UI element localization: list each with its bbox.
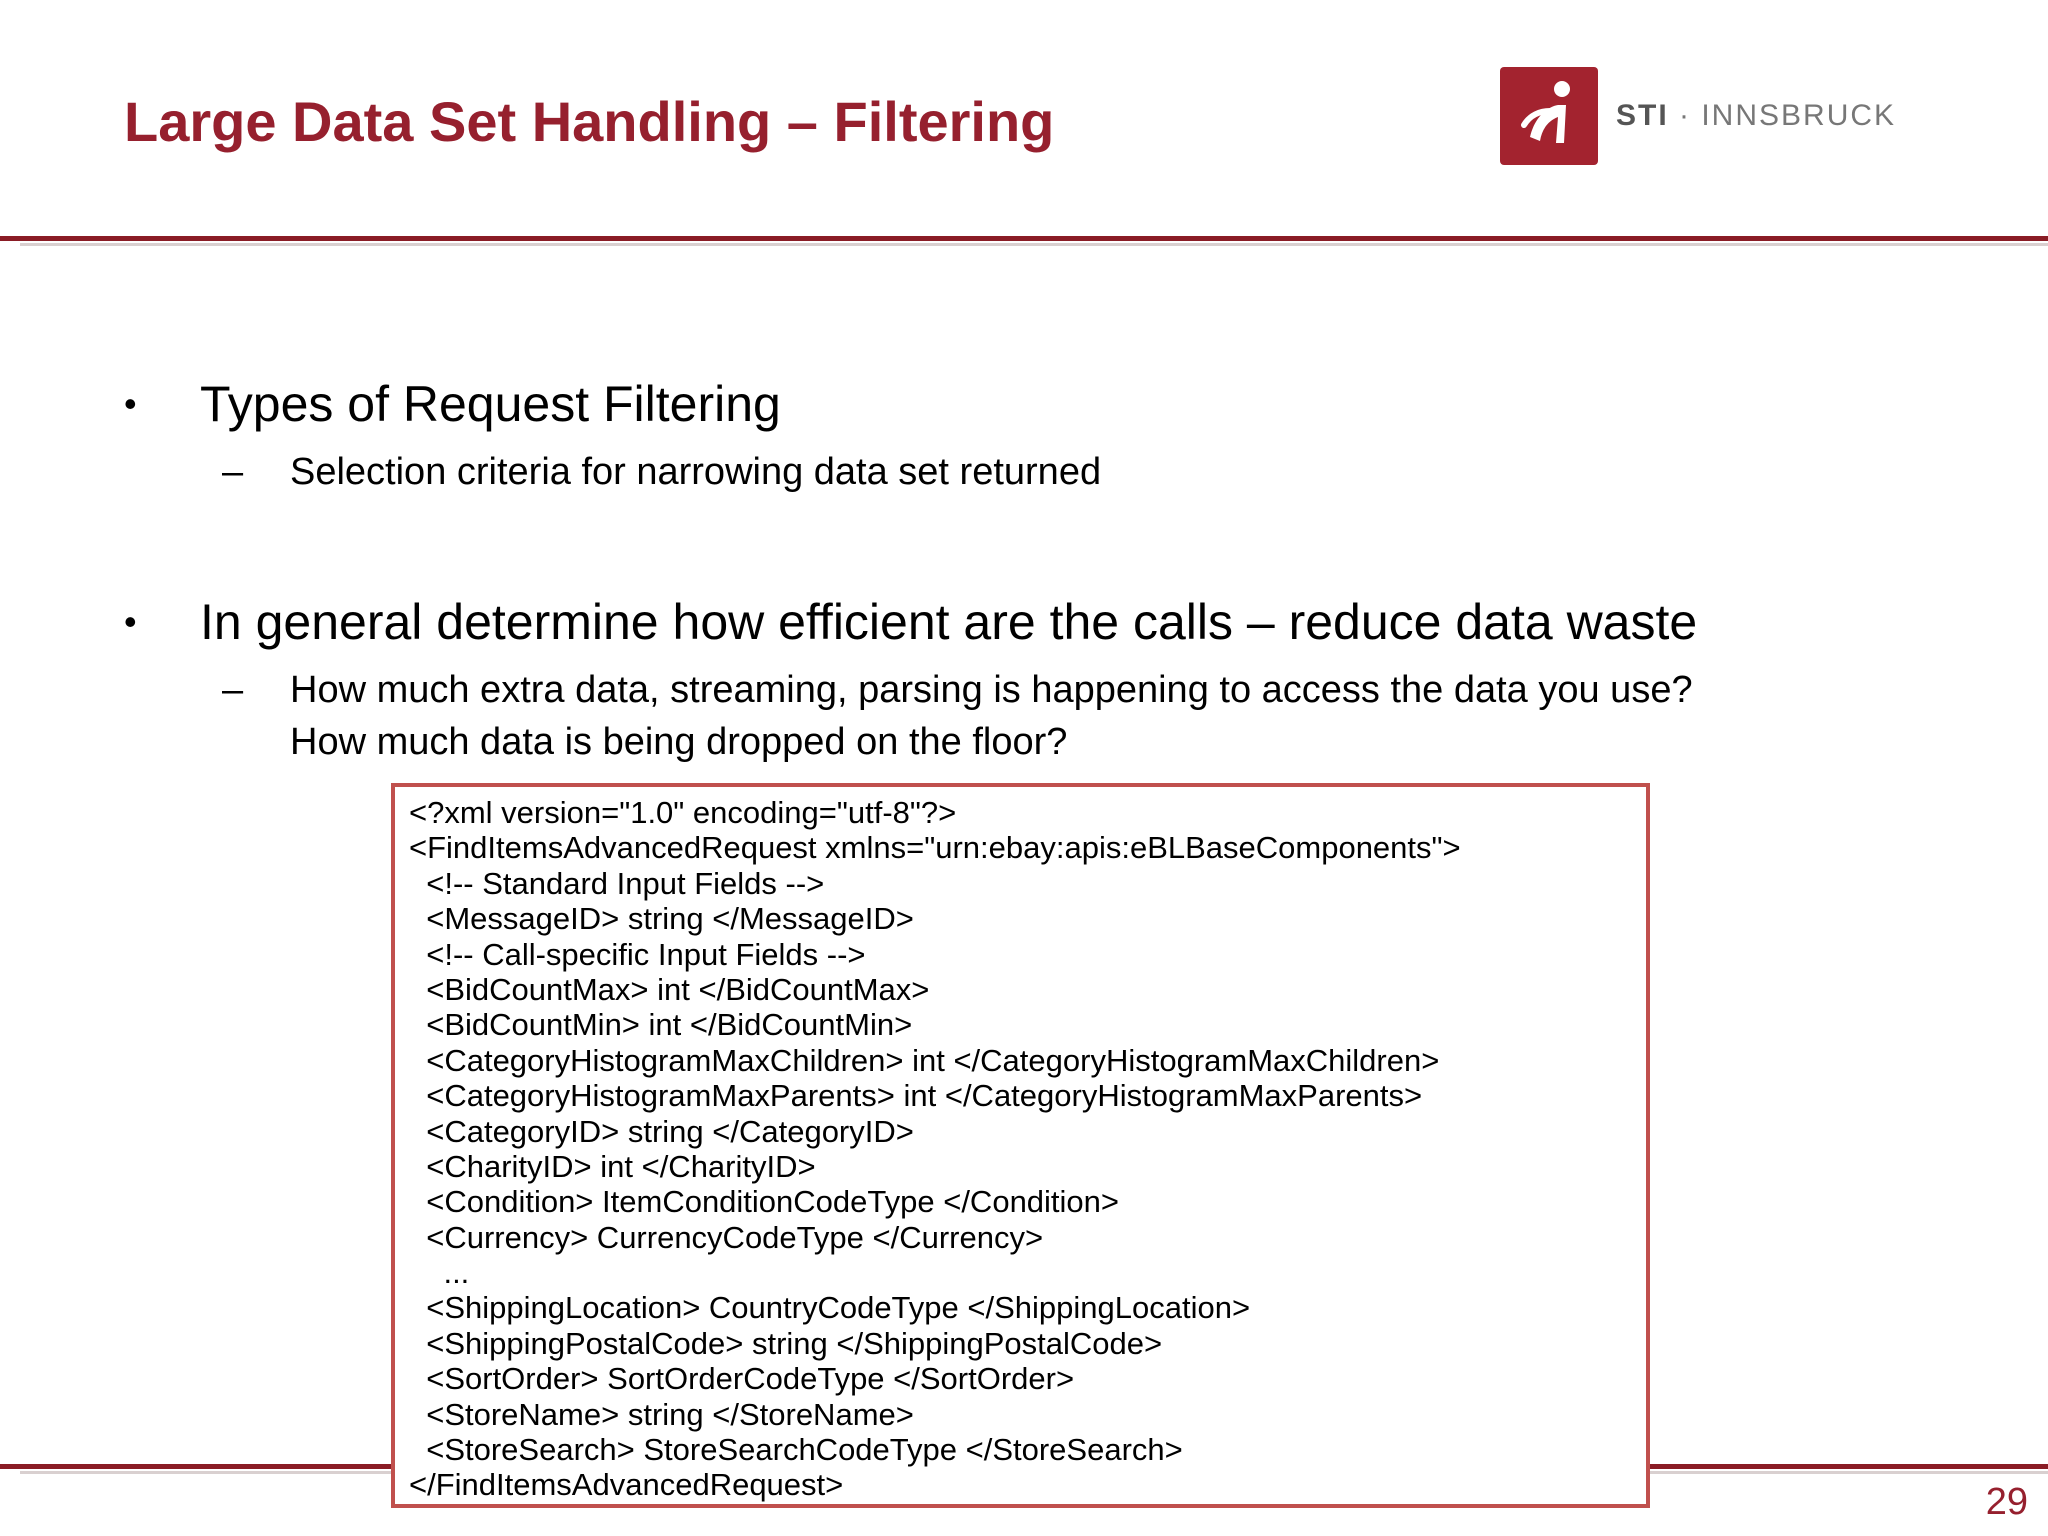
- sub-bullet-item-2: [222, 664, 1693, 768]
- sub-bullet-line: How much extra data, streaming, parsing is happening to access the data you use?: [290, 669, 1693, 711]
- bullet-marker: •: [124, 383, 137, 424]
- code-line: ...: [409, 1255, 470, 1291]
- code-line: <ShippingPostalCode> string </ShippingPostalCode>: [409, 1325, 1163, 1361]
- bullet-item-2: [124, 590, 1697, 654]
- code-line: <!-- Call-specific Input Fields -->: [409, 936, 866, 972]
- bullet-text: Types of Request Filtering: [200, 376, 781, 432]
- sub-bullet-item-1: [222, 446, 1101, 498]
- logo-text-innsbruck: INNSBRUCK: [1701, 99, 1897, 132]
- sti-logo-mark-icon: [1500, 67, 1598, 165]
- code-line: <CategoryID> string </CategoryID>: [409, 1113, 914, 1149]
- header-divider-shadow: [20, 243, 2048, 246]
- slide-title: Large Data Set Handling – Filtering: [124, 90, 1055, 153]
- header-divider: [0, 236, 2048, 241]
- code-line: <CategoryHistogramMaxParents> int </CategoryHistogramMaxParents>: [409, 1078, 1423, 1114]
- code-line: <?xml version="1.0" encoding="utf-8"?>: [409, 795, 957, 830]
- page-number: 29: [1985, 1481, 2028, 1523]
- code-line: <ShippingLocation> CountryCodeType </ShippingLocation>: [409, 1290, 1251, 1326]
- logo-text-separator: ·: [1668, 99, 1702, 132]
- sub-bullet-marker: –: [222, 669, 244, 711]
- sub-bullet-line: How much data is being dropped on the floor?: [290, 721, 1068, 763]
- code-line: <StoreName> string </StoreName>: [409, 1396, 914, 1432]
- code-line: </FindItemsAdvancedRequest>: [409, 1467, 844, 1503]
- code-line: <BidCountMin> int </BidCountMin>: [409, 1007, 913, 1043]
- logo-wordmark: [1616, 99, 1896, 133]
- logo-text-sti: STI: [1616, 99, 1669, 132]
- xml-code-box: [391, 783, 1650, 1508]
- code-line: <!-- Standard Input Fields -->: [409, 865, 825, 901]
- code-line: <StoreSearch> StoreSearchCodeType </StoreSearch>: [409, 1432, 1183, 1468]
- code-line: <CategoryHistogramMaxChildren> int </CategoryHistogramMaxChildren>: [409, 1042, 1440, 1078]
- bullet-text: In general determine how efficient are the calls – reduce data waste: [200, 594, 1698, 650]
- sub-bullet-text: [290, 446, 1101, 498]
- bullet-item-1: [124, 372, 781, 436]
- sub-bullet-line: Selection criteria for narrowing data set returned: [290, 451, 1102, 493]
- sub-bullet-text: [290, 664, 1693, 768]
- code-line: <FindItemsAdvancedRequest xmlns="urn:ebay:apis:eBLBaseComponents">: [409, 830, 1461, 866]
- code-line: <BidCountMax> int </BidCountMax>: [409, 971, 930, 1007]
- code-line: <SortOrder> SortOrderCodeType </SortOrder>: [409, 1361, 1075, 1397]
- bullet-marker: •: [124, 601, 137, 642]
- sub-bullet-marker: –: [222, 451, 244, 493]
- code-line: <MessageID> string </MessageID>: [409, 901, 914, 937]
- code-line: <Condition> ItemConditionCodeType </Condition>: [409, 1184, 1120, 1220]
- sti-innsbruck-logo: [1500, 66, 1896, 166]
- code-line: <CharityID> int </CharityID>: [409, 1148, 816, 1184]
- code-line: <Currency> CurrencyCodeType </Currency>: [409, 1219, 1044, 1255]
